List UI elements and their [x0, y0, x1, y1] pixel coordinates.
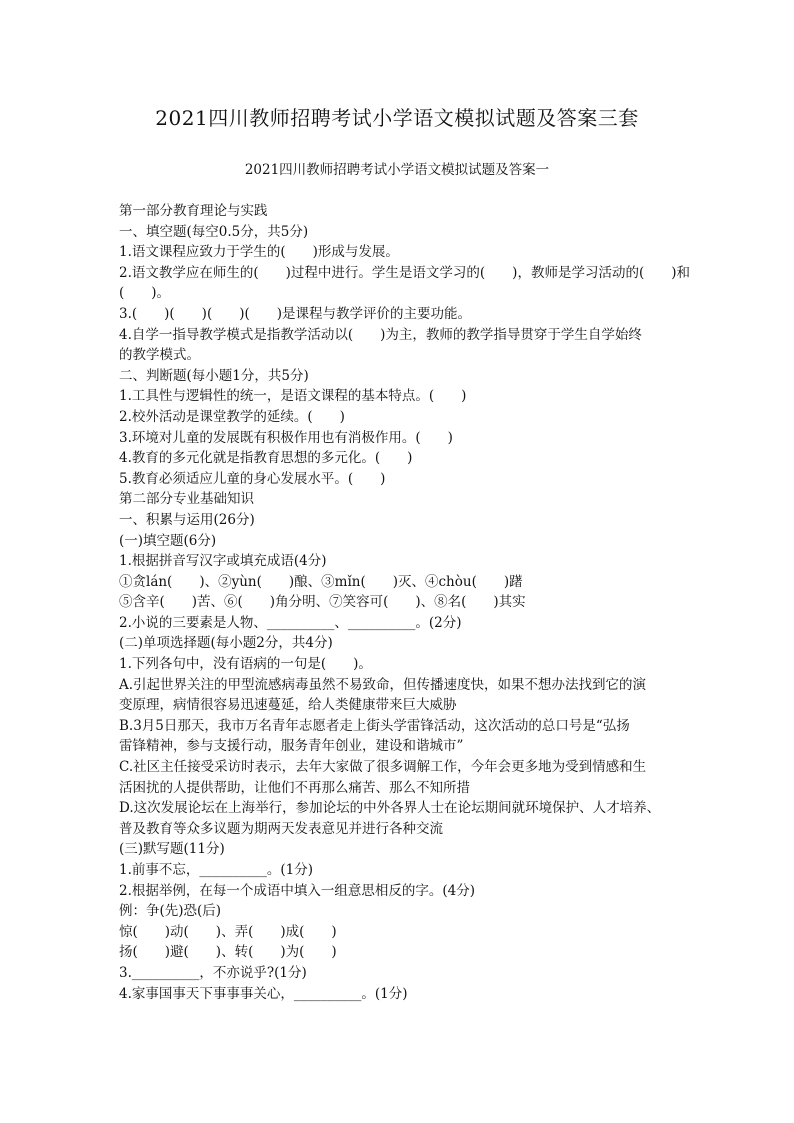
- question-line: 4.教育的多元化就是指教育思想的多元化。( ): [119, 450, 413, 467]
- question-line: 扬( )避( )、转( )为( ): [119, 944, 337, 961]
- question-line: 惊( )动( )、弄( )成( ): [119, 923, 337, 940]
- answer-option: 变原理，病情很容易迅速蔓延，给人类健康带来巨大威胁: [119, 697, 457, 714]
- question-line: 2.语文教学应在师生的( )过程中进行。学生是语文学习的( )，教师是学习活动的( )和: [119, 264, 690, 281]
- document-body: [119, 201, 725, 1004]
- question-line: 1.下列各句中，没有语病的一句是( )。: [119, 656, 372, 673]
- question-line: 2.小说的三要素是人物、__________、__________。(2分): [119, 614, 462, 631]
- question-line: 3.__________，不亦说乎?(1分): [119, 964, 307, 981]
- question-line: 3.环境对儿童的发展既有积极作用也有消极作用。( ): [119, 429, 453, 446]
- question-line: 1.工具性与逻辑性的统一，是语文课程的基本特点。( ): [119, 388, 467, 405]
- question-line: 1.语文课程应致力于学生的( )形成与发展。: [119, 244, 399, 261]
- document-title: 2021四川教师招聘考试小学语文模拟试题及答案三套: [155, 106, 639, 130]
- question-heading: 一、填空题(每空0.5分，共5分): [119, 223, 309, 240]
- document-subtitle: 2021四川教师招聘考试小学语文模拟试题及答案一: [244, 162, 550, 178]
- question-line: 3.( )( )( )( )是课程与教学评价的主要功能。: [119, 305, 472, 322]
- section-heading: 第一部分教育理论与实践: [119, 203, 268, 219]
- question-line: 2.校外活动是课堂教学的延续。( ): [119, 408, 345, 425]
- answer-option: A.引起世界关注的甲型流感病毒虽然不易致命，但传播速度快，如果不想办法找到它的演: [119, 676, 647, 693]
- question-line: 例：争(先)恐(后): [119, 903, 222, 920]
- question-heading: (一)填空题(6分): [119, 532, 217, 549]
- question-line: 4.家事国事天下事事事关心，__________。(1分): [119, 985, 408, 1002]
- question-line: 的教学模式。: [119, 347, 200, 364]
- question-line: 5.教育必须适应儿童的身心发展水平。( ): [119, 470, 386, 487]
- question-line: ①贪lán( )、②yùn( )酿、③mǐn( )灭、④chòu( )躇: [119, 573, 523, 590]
- answer-option: D.这次发展论坛在上海举行，参加论坛的中外各界人士在论坛期间就环境保护、人才培养、: [119, 800, 661, 817]
- question-line: ( )。: [119, 285, 171, 302]
- answer-option: 活困扰的人提供帮助，让他们不再那么痛苦、那么不知所措: [119, 779, 470, 796]
- answer-option: 普及教育等众多议题为期两天发表意见并进行各种交流: [119, 820, 443, 837]
- question-line: ⑤含辛( )苦、⑥( )角分明、⑦笑容可( )、⑧名( )其实: [119, 594, 526, 611]
- question-line: 1.前事不忘，__________。(1分): [119, 862, 314, 878]
- answer-option: B.3月5日那天，我市万名青年志愿者走上街头学雷锋活动，这次活动的总口号是“弘扬: [119, 717, 630, 734]
- section-heading: 第二部分专业基础知识: [119, 491, 254, 508]
- question-heading: (二)单项选择题(每小题2分，共4分): [119, 635, 333, 652]
- answer-option: C.社区主任接受采访时表示，去年大家做了很多调解工作，今年会更多地为受到情感和生: [119, 759, 647, 776]
- question-line: 1.根据拼音写汉字或填充成语(4分): [119, 553, 327, 570]
- question-heading: 一、积累与运用(26分): [119, 511, 255, 528]
- answer-option: 雷锋精神，参与支援行动，服务青年创业，建设和谐城市”: [119, 738, 464, 755]
- question-line: 4.自学一指导教学模式是指教学活动以( )为主，教师的教学指导贯穿于学生自学始终: [119, 326, 642, 343]
- question-heading: (三)默写题(11分): [119, 841, 225, 858]
- question-line: 2.根据举例，在每一个成语中填入一组意思相反的字。(4分): [119, 882, 476, 899]
- question-heading: 二、判断题(每小题1分，共5分): [119, 367, 309, 384]
